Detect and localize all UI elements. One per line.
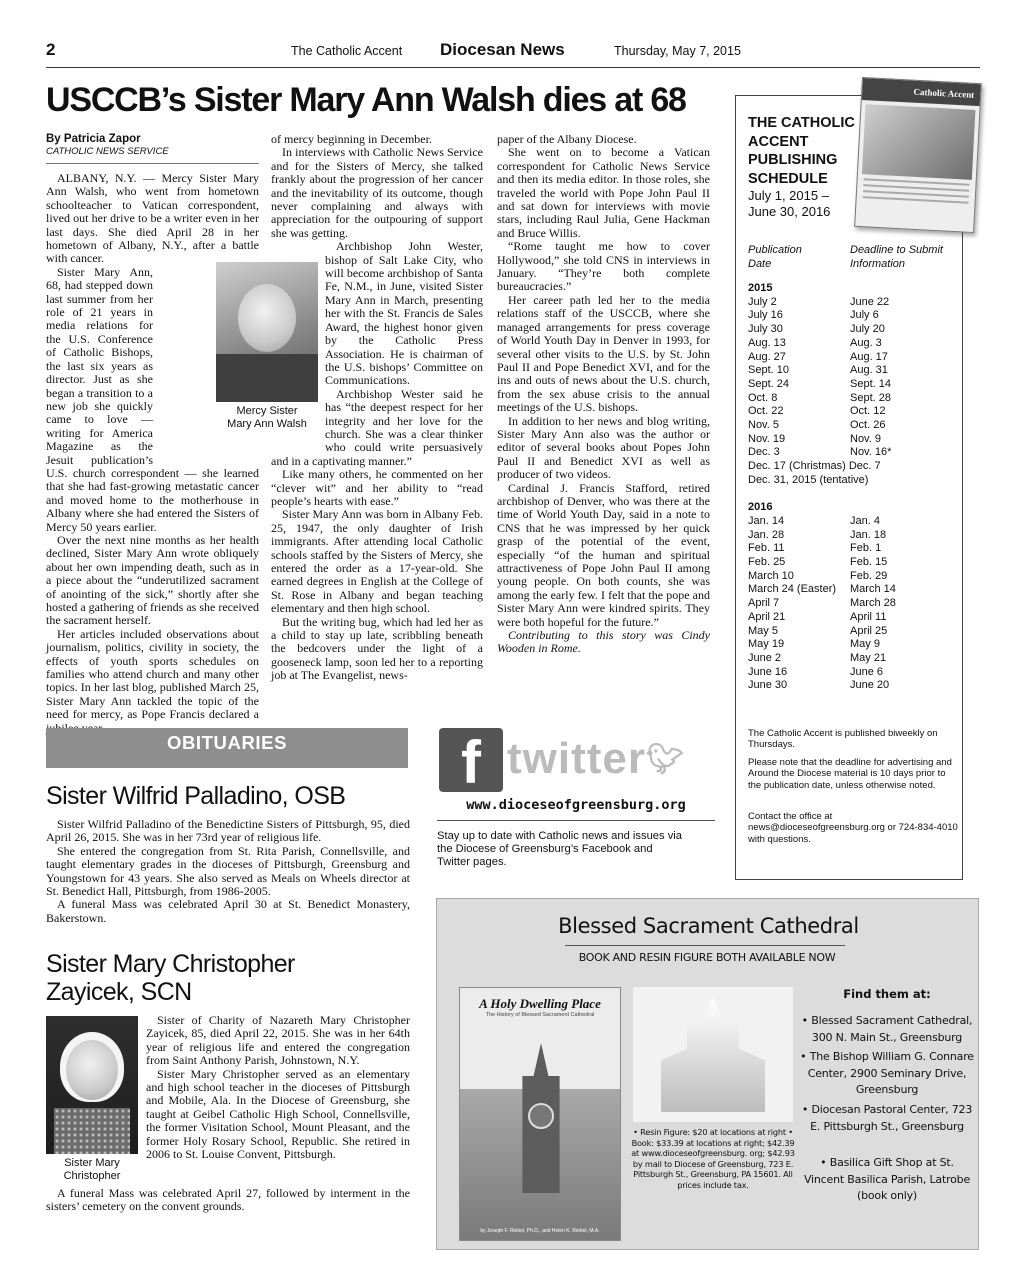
- byline-credit: CATHOLIC NEWS SERVICE: [46, 146, 259, 164]
- publication-date: Oct. 22: [748, 405, 784, 418]
- publication-date: July 2: [748, 295, 777, 308]
- title-line: ACCENT: [748, 133, 809, 150]
- ad-title: Blessed Sacrament Cathedral: [558, 914, 859, 938]
- rose-window-icon: [528, 1103, 554, 1129]
- deadline-date: Sept. 14: [850, 377, 891, 390]
- schedule-title: [748, 114, 855, 188]
- publication-date: Feb. 25: [748, 556, 786, 568]
- schedule-note-deadline: Please note that the deadline for advertising and Around the Diocese material is 10 days prior to the publication date, unless otherwise noted.: [748, 757, 952, 791]
- find-heading: Find them at:: [843, 987, 931, 1001]
- masthead: [46, 40, 980, 68]
- obit-2-final: [46, 1187, 410, 1214]
- deadline-date: July 6: [850, 309, 879, 322]
- deadline-date: Nov. 9: [850, 432, 881, 445]
- location-item: • Blessed Sacrament Cathedral, 300 N. Main St., Greensburg: [801, 1014, 973, 1044]
- schedule-row: [748, 666, 958, 680]
- range-line: July 1, 2015 –: [748, 188, 829, 203]
- schedule-row: [748, 419, 958, 433]
- schedule-row: [748, 296, 958, 310]
- publication-date: Dec. 31, 2015 (tentative): [748, 473, 869, 486]
- deadline-date: June 22: [850, 295, 890, 308]
- deadline-date: July 20: [850, 323, 885, 336]
- schedule-row: [748, 515, 958, 529]
- schedule-row: [748, 529, 958, 543]
- paragraph: But the writing bug, which had led her as a child to stay up late, scribbling beneath the bedcovers under the light of a gooseneck lamp, soon led her to a reporting job at The Evangelist, news-: [271, 614, 483, 683]
- obituaries-banner: OBITUARIES: [46, 728, 408, 768]
- publication-date: June 16: [748, 665, 788, 678]
- schedule-row: [748, 337, 958, 351]
- publication-date: Dec. 17 (Christmas) Dec. 7: [748, 460, 881, 473]
- schedule-row: [748, 488, 958, 502]
- schedule-row: [748, 392, 958, 406]
- publication-date: May 5: [748, 624, 778, 637]
- diocese-website-link[interactable]: www.dioceseofgreensburg.org: [437, 795, 715, 821]
- publication-date: Dec. 3: [748, 446, 780, 459]
- publication-date: Jan. 14: [748, 514, 785, 527]
- schedule-range: [748, 188, 830, 220]
- schedule-row: [748, 474, 958, 488]
- location-item: • Basilica Gift Shop at St. Vincent Basilica Parish, Latrobe (book only): [803, 1156, 971, 1202]
- deadline-date: April 11: [850, 610, 887, 623]
- header-publication-date: [748, 244, 802, 271]
- schedule-row: [748, 679, 958, 693]
- caption-line: Christopher: [63, 1169, 121, 1182]
- book-title: A Holy Dwelling Place: [479, 996, 601, 1011]
- clipping-photo: [862, 104, 976, 180]
- clipping-masthead: Catholic Accent: [862, 78, 981, 106]
- deadline-date: April 25: [850, 624, 888, 637]
- publication-date: July 16: [748, 309, 783, 322]
- schedule-note-contact: Contact the office at news@dioceseofgreensburg.org or 724-834-4010 with questions.: [748, 811, 958, 845]
- schedule-row: [748, 446, 958, 460]
- paragraph: Sister Mary Ann was born in Albany Feb. 25, 1947, the only daughter of Irish immigrants. After attending local Catholic schools staffed by the Sisters of Mercy, she entered the order as a 17-year-old. She earned degrees in English at the College of St. Rose in Albany and began teaching elementary and then high school.: [271, 507, 483, 616]
- social-promo-text: Stay up to date with Catholic news and issues via the Diocese of Greensburg’s Facebook and Twitter pages.: [437, 830, 683, 868]
- title-line: SCHEDULE: [748, 170, 828, 187]
- obit-2-body: [146, 1014, 410, 1161]
- location-item: • The Bishop William G. Connare Center, 2900 Seminary Drive, Greensburg: [800, 1050, 974, 1096]
- schedule-row: [748, 351, 958, 365]
- title-line: THE CATHOLIC: [748, 115, 855, 131]
- caption-line: Sister Mary: [64, 1157, 120, 1169]
- deadline-date: Sept. 28: [850, 391, 891, 404]
- title-line: PUBLISHING: [748, 152, 838, 168]
- deadline-date: Jan. 18: [850, 528, 887, 541]
- photo-spacer: [271, 240, 321, 450]
- publication-date: June 30: [748, 679, 788, 692]
- book-subtitle: The History of Blessed Sacrament Cathedral: [485, 1012, 595, 1018]
- deadline-date: Aug. 17: [850, 350, 888, 363]
- deadline-date: Aug. 31: [850, 364, 888, 377]
- book-authors: by Joseph F. Riebel, Ph.D., and Helen K. Riebel, M.A.: [480, 1228, 600, 1234]
- name-line: Zayicek, SCN: [46, 978, 192, 1006]
- portrait-body: [54, 1108, 130, 1154]
- deadline-date: June 20: [850, 679, 890, 692]
- lead-column-1: [46, 133, 259, 735]
- paragraph: In interviews with Catholic News Service and for the Sisters of Mercy, she talked frankly about the progression of her cancer and the inevitability of its outcome, though never complaining and always with appreciation for the outpouring of support she was getting.: [271, 145, 483, 240]
- publication-date: Aug. 27: [748, 350, 786, 363]
- schedule-row: [748, 652, 958, 666]
- schedule-row: [748, 611, 958, 625]
- lead-column-3: [497, 133, 710, 656]
- range-line: June 30, 2016: [748, 204, 831, 219]
- obit-1-body: [46, 818, 410, 925]
- deadline-date: Nov. 16*: [850, 446, 892, 459]
- photo-mary-christopher: [46, 1016, 138, 1154]
- caption-line: Mercy Sister: [236, 405, 298, 417]
- schedule-row: [748, 405, 958, 419]
- paragraph: Archbishop Wester said he has “the deepest respect for her integrity and her love for the church. She was a clear thinker who could write persuasively and in a captivating manner.”: [271, 386, 483, 468]
- publication-date: March 10: [748, 569, 794, 582]
- deadline-date: Jan. 4: [850, 514, 880, 527]
- ad-subtitle: BOOK AND RESIN FIGURE BOTH AVAILABLE NOW: [578, 951, 836, 964]
- social-media-promo[interactable]: [437, 728, 715, 798]
- schedule-row: [748, 583, 958, 597]
- paragraph: Over the next nine months as her health declined, Sister Mary Ann wrote obliquely about her own impending death, such as in a piece about the “underutilized sacrament of anointing of the sick,” shortly after she hosted a gathering of friends as she received the sacrament herself.: [46, 532, 259, 628]
- header-line: Publication: [748, 244, 802, 256]
- ad-divider: [565, 945, 845, 946]
- publication-date: Sept. 24: [748, 377, 789, 390]
- deadline-date: Aug. 3: [850, 336, 882, 349]
- location-item: • Diocesan Pastoral Center, 723 E. Pittsburgh St., Greensburg: [801, 1103, 973, 1133]
- publication-date: Nov. 5: [748, 419, 779, 431]
- publication-date: 2016: [748, 501, 773, 514]
- schedule-row: [748, 460, 958, 474]
- publication-date: Oct. 8: [748, 391, 778, 404]
- clipping-line: [863, 196, 969, 204]
- book-cover: [459, 987, 621, 1241]
- deadline-date: Feb. 1: [850, 542, 882, 555]
- publication-date: June 2: [748, 651, 782, 664]
- paragraph: Sister of Charity of Nazareth Mary Christopher Zayicek, 85, died April 22, 2015. She was in her 64th year of religious life and entered the congregation from Saint Anthony Parish, Johnstown, N.Y.: [146, 1013, 410, 1068]
- header-line: Deadline to Submit: [850, 244, 943, 256]
- paragraph: Like many others, he commented on her “clever wit” and her ability to “read people’s hearts with ease.”: [271, 467, 483, 508]
- paragraph: She went on to become a Vatican correspondent for Catholic News Service and then its media editor. In those roles, she traveled the world with Pope John Paul II and sat down for interviews with movie stars, including Raul Julia, Gene Hackman and Bruce Willis.: [497, 145, 710, 240]
- paragraph: Cardinal J. Francis Stafford, retired archbishop of Denver, who was there at the time of World Youth Day, said in a note to CNS that he was impressed by her quick grasp of the potential of the event, especially “of the human and spiritual attractiveness of Pope John Paul II among young people. On both counts, she was among the early few. I felt that the pope and Sister Mary Ann were kindred spirits. They were both hopeful for the future.”: [497, 480, 710, 629]
- publication-date: July 30: [748, 323, 783, 336]
- paragraph: Sister Mary Christopher served as an elementary and high school teacher in the dioceses of Pittsburgh and Mobile, Ala. In the Diocese of Greensburg, she taught at Geibel Catholic High School, Connellsville, the former Visitation School, Mount Pleasant, and the former Holy Rosary School, Republic. She retired in 2006 to St. Louise Convent, Pittsburgh.: [146, 1066, 410, 1162]
- schedule-row: [748, 364, 958, 378]
- paragraph: Sister Wilfrid Palladino of the Benedictine Sisters of Pittsburgh, 95, died April 26, 2015. She was in her 73rd year of religious life.: [46, 817, 410, 845]
- publication-date: Aug. 13: [748, 336, 786, 349]
- paragraph: Her articles included observations about journalism, politics, civility in society, the effects of youth sports schedules on families who attend church and many other topics. In her last blog, published March 25, Sister Mary Ann tackled the topic of the need for mercy, as Pope Francis declared a: [46, 626, 259, 722]
- publication-date: Jan. 28: [748, 528, 785, 541]
- paragraph: She entered the congregation from St. Rita Parish, Connellsville, and taught elementary grades in the dioceses of Pittsburgh, Greensburg and Youngstown for 43 years. She also served as Meals on Wheels director at St. Benedict Hall, Pittsburgh, from 1986-2005.: [46, 843, 410, 899]
- deadline-date: March 28: [850, 597, 896, 610]
- publication-date: Feb. 11: [748, 542, 785, 555]
- schedule-row: [748, 542, 958, 556]
- schedule-row: [748, 309, 958, 323]
- header-line: Date: [748, 257, 772, 270]
- byline: By Patricia Zapor: [46, 133, 141, 145]
- name-line: Sister Mary Christopher: [46, 950, 295, 978]
- publication-date: April 21: [748, 610, 786, 623]
- deadline-date: Feb. 15: [850, 556, 888, 568]
- section-name: Diocesan News: [440, 40, 565, 59]
- facebook-icon[interactable]: f: [439, 728, 503, 792]
- paragraph: Her career path led her to the media relations staff of the USCCB, where she managed arrangements for press coverage of World Youth Day in Denver in 1993, for several other visits to the U.S. by St. John Paul II and Pope Benedict XVI, and for the ins and outs of news about the U.S. church, from the sex abuse crisis to the annual meetings of the U.S. bishops.: [497, 292, 710, 415]
- photo-caption-christopher: [46, 1157, 138, 1182]
- resin-cathedral-model: [661, 997, 765, 1112]
- publication-date: May 19: [748, 638, 785, 651]
- paragraph: of mercy beginning in December.: [271, 132, 432, 146]
- paragraph: “Rome taught me how to cover Hollywood,” she told CNS in interviews in January. “They’re both complete bureaucracies.”: [497, 239, 710, 294]
- paragraph: ALBANY, N.Y. — Mercy Sister Mary Ann Walsh, who went from hometown schoolteacher to Vatican correspondent, lived out her drive to be a writer even in her last days. She died April 28 in her hometown of Albany, N.Y., after a battle with cancer.: [46, 171, 259, 266]
- publication-date: Sept. 10: [748, 364, 789, 377]
- portrait-face: [66, 1040, 118, 1100]
- publication-date: April 7: [748, 597, 780, 610]
- schedule-row: [748, 597, 958, 611]
- schedule-row: [748, 323, 958, 337]
- paragraph: Sister Mary Ann, 68, had stepped down last summer from her role of 21 years in media relations for the U.S. Conference of Catholic Bishops, the last six years as director. Just as she began a transition to a new job she quickly came to love — writing for America Magazine as the Jesuit publication’s U.S. church correspondent — she learned that she had fast-growing metastatic cancer and moved home to the motherhouse in Albany where she had entered the Sisters of Mercy 50 years earlier.: [46, 264, 259, 534]
- deadline-date: Oct. 26: [850, 419, 886, 431]
- publication-date: Nov. 19: [748, 432, 786, 445]
- page-number: 2: [46, 40, 56, 59]
- paragraph: A funeral Mass was celebrated April 30 at St. Benedict Monastery, Bakerstown.: [46, 897, 410, 925]
- schedule-year-heading: [748, 501, 958, 515]
- schedule-row: [748, 638, 958, 652]
- issue-date: Thursday, May 7, 2015: [614, 44, 741, 58]
- schedule-note-biweekly: The Catholic Accent is published biweekly on Thursdays.: [748, 728, 938, 751]
- twitter-wordmark: twitter: [507, 734, 646, 783]
- deadline-date: March 14: [850, 583, 896, 596]
- pricing-caption: • Resin Figure: $20 at locations at right • Book: $33.39 at locations at right; $42.39 at www.dioceseofgreensburg. org; $42.93 by mail to Diocese of Greensburg, 723 E. Pittsburgh St., Greensburg, PA 15601. All prices include tax.: [631, 1127, 795, 1190]
- schedule-year-heading: [748, 282, 958, 296]
- publication-date: March 24 (Easter): [748, 583, 837, 596]
- header-deadline: [850, 244, 943, 271]
- paragraph: A funeral Mass was celebrated April 27, followed by interment in the sisters’ cemetery on the convent grounds.: [46, 1186, 410, 1214]
- contributor-note: Contributing to this story was Cindy Wooden in Rome.: [497, 628, 710, 656]
- publication-name: The Catholic Accent: [291, 44, 403, 58]
- header-line: Information: [850, 257, 906, 270]
- schedule-row: [748, 378, 958, 392]
- obit-1-name: Sister Wilfrid Palladino, OSB: [46, 782, 346, 810]
- schedule-row: [748, 433, 958, 447]
- deadline-date: Feb. 29: [850, 569, 888, 582]
- resin-figure-photo: [633, 987, 793, 1122]
- twitter-logo[interactable]: [507, 731, 715, 787]
- obit-2-name: [46, 950, 295, 1006]
- paragraph: Archbishop John Wester, bishop of Salt Lake City, who will become archbishop of Santa Fe, N.M., in June, visited Sister Mary Ann in March, presenting her with the St. Francis de Sales Award, the highest honor given by the Catholic Press Association. He is chairman of the U.S. bishops’ Committee on Communications.: [325, 239, 483, 388]
- paragraph: In addition to her news and blog writing, Sister Mary Ann also was the author or editor of several books about Popes John Paul II and Benedict XVI as well as producer of two videos.: [497, 413, 710, 482]
- schedule-row: [748, 625, 958, 639]
- lead-column-2: [271, 133, 483, 683]
- deadline-date: May 21: [850, 651, 887, 664]
- cathedral-advertisement: [436, 898, 979, 1250]
- schedule-row: [748, 556, 958, 570]
- deadline-date: June 6: [850, 665, 884, 678]
- twitter-bird-icon: 🐦︎: [646, 743, 686, 776]
- deadline-date: Oct. 12: [850, 405, 886, 418]
- newspaper-clipping-thumbnail: [854, 77, 982, 233]
- paragraph: paper of the Albany Diocese.: [497, 132, 637, 146]
- lead-headline: USCCB’s Sister Mary Ann Walsh dies at 68: [46, 81, 686, 119]
- caption-line: Mary Ann Walsh: [227, 417, 307, 430]
- publication-date: 2015: [748, 282, 773, 294]
- deadline-date: May 9: [850, 638, 880, 651]
- schedule-row: [748, 570, 958, 584]
